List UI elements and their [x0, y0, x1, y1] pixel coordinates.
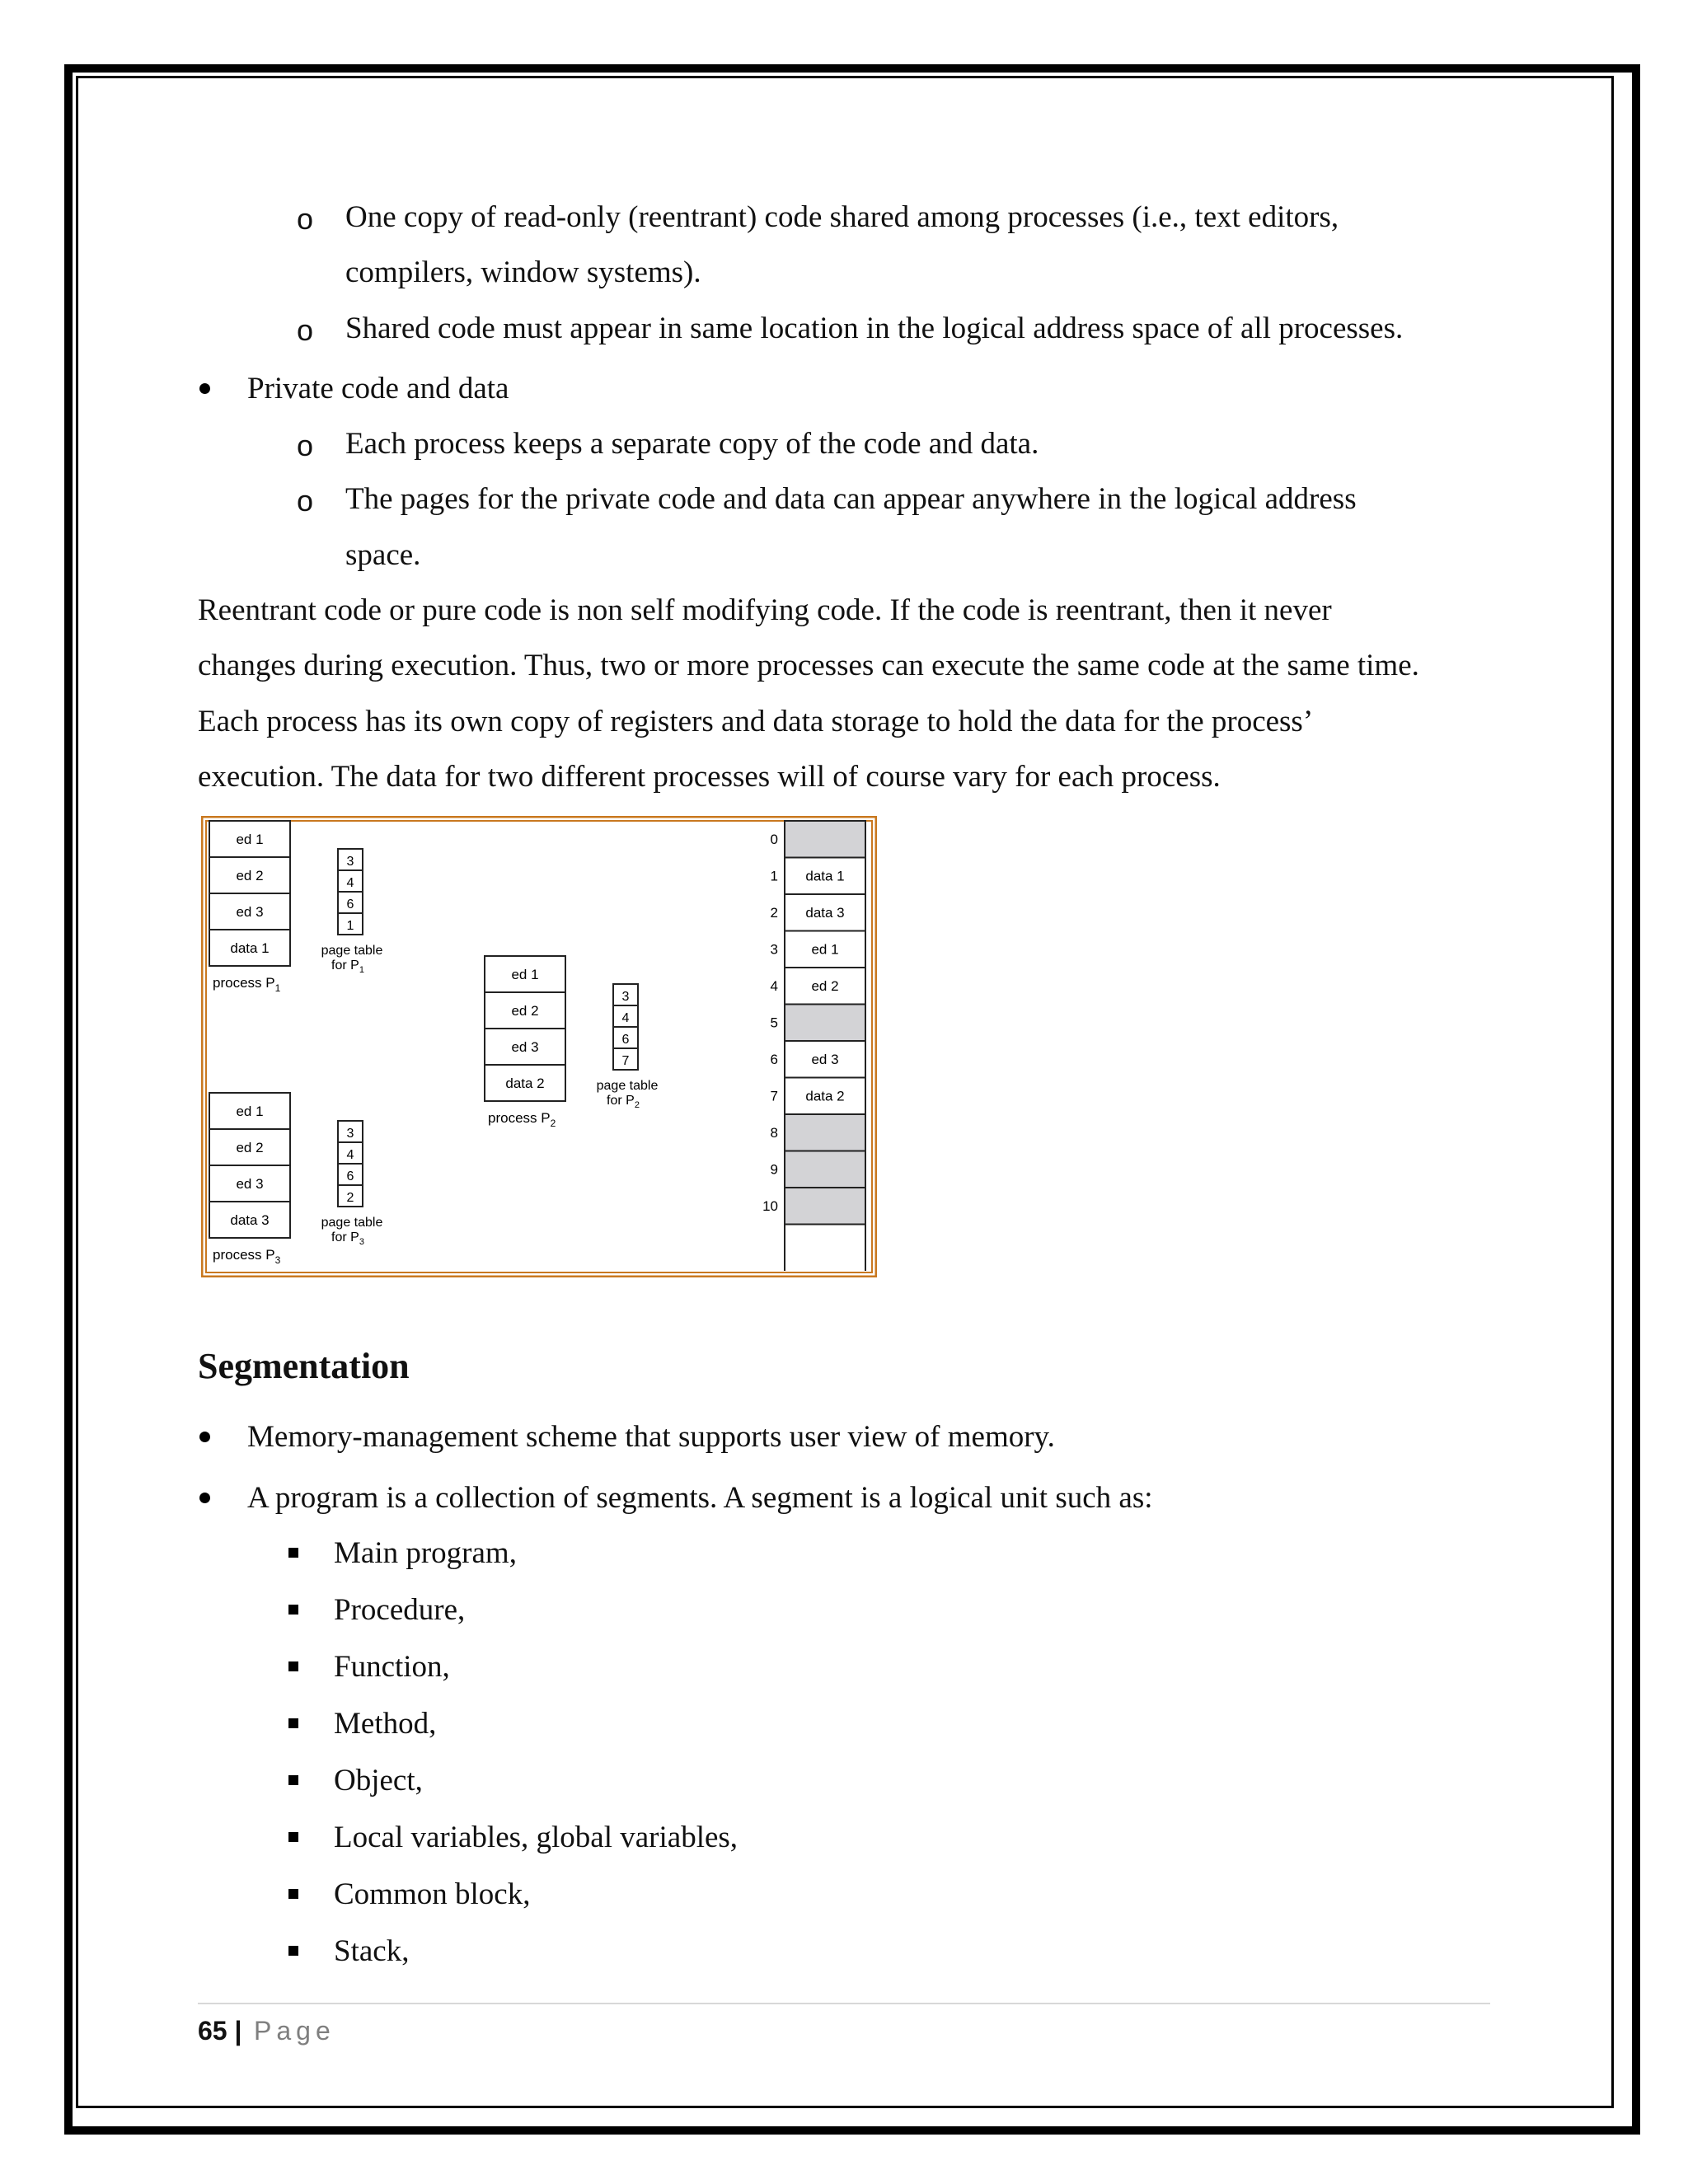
square-bullet-icon: [288, 1661, 298, 1671]
frame-number: 9: [770, 1161, 778, 1178]
private-code-item: space.: [345, 538, 421, 572]
paragraph-line: Reentrant code or pure code is non self modifying code. If the code is reentrant, then it never: [198, 593, 1332, 627]
memory-frame: [771, 968, 865, 1005]
paragraph-line: execution. The data for two different processes will of course vary for each process.: [198, 760, 1221, 794]
page-table-entry: 6: [621, 1033, 630, 1047]
page-table-label: for $P_1$: [331, 958, 364, 975]
page-table-entry: 1: [346, 919, 354, 933]
memory-frame: [771, 1151, 865, 1188]
private-code-label: Private code and data: [247, 372, 509, 405]
sub-bullet-icon: o: [297, 429, 314, 462]
frame-number: 3: [770, 941, 778, 958]
page-table-label: page table: [596, 1079, 659, 1093]
page-table-label: page table: [321, 1216, 383, 1230]
process-cell: [209, 930, 290, 966]
square-bullet-icon: [288, 1775, 298, 1785]
segment-unit-item: Main program,: [334, 1536, 517, 1570]
bullet-icon: [199, 1493, 210, 1503]
svg-text:ed 2: ed 2: [236, 1140, 264, 1155]
process-label: process $P_2$: [488, 1110, 556, 1129]
segment-unit-item: Local variables, global variables,: [334, 1821, 738, 1854]
memory-frame-label: ed 2: [811, 978, 839, 994]
page-table-entry: 7: [621, 1054, 630, 1068]
shared-code-item: compilers, window systems).: [345, 255, 701, 289]
page-table-entry: 4: [346, 1148, 354, 1162]
segment-unit-item: Method,: [334, 1707, 437, 1741]
frame-number: 4: [770, 978, 778, 994]
frame-number: 10: [762, 1198, 778, 1214]
shared-code-item: One copy of read-only (reentrant) code shared among processes (i.e., text editors,: [345, 200, 1339, 234]
segment-unit-item: Function,: [334, 1650, 450, 1684]
page-table-entry: 4: [621, 1011, 630, 1025]
bullet-icon: [199, 383, 210, 394]
memory-frame-label: ed 3: [811, 1052, 839, 1067]
paragraph-line: Each process has its own copy of registers and data storage to hold the data for the process’: [198, 705, 1314, 738]
svg-text:data 1: data 1: [230, 940, 270, 956]
process-cell: [209, 1165, 290, 1202]
page-label: Page: [254, 2016, 335, 2046]
process-cell: [209, 821, 290, 857]
svg-text:ed 1: ed 1: [236, 1104, 264, 1119]
process-cell: [209, 1093, 290, 1129]
square-bullet-icon: [288, 1832, 298, 1842]
svg-text:ed 1: ed 1: [511, 967, 539, 982]
process-cell: [209, 893, 290, 930]
memory-frame-label: data 2: [805, 1088, 845, 1104]
process-label: process $P_3$: [213, 1247, 281, 1266]
segment-unit-item: Common block,: [334, 1877, 531, 1911]
square-bullet-icon: [288, 1946, 298, 1956]
frame-number: 6: [770, 1052, 778, 1067]
process-cell: [209, 1202, 290, 1238]
memory-frame: [771, 931, 865, 968]
memory-frame: [771, 1005, 865, 1042]
frame-number: 0: [770, 832, 778, 847]
paragraph-line: changes during execution. Thus, two or more processes can execute the same code at the same time.: [198, 649, 1419, 682]
process-cell: [485, 992, 565, 1029]
sub-bullet-icon: o: [297, 202, 314, 236]
segment-unit-item: Procedure,: [334, 1593, 466, 1627]
footer-divider: [198, 2003, 1490, 2004]
page-table-entry: 2: [346, 1191, 354, 1205]
memory-frame: [771, 1078, 865, 1115]
segment-unit-item: Stack,: [334, 1934, 410, 1968]
private-code-item: The pages for the private code and data can appear anywhere in the logical address: [345, 482, 1357, 516]
svg-text:ed 3: ed 3: [511, 1039, 539, 1055]
memory-frame: [771, 821, 865, 858]
square-bullet-icon: [288, 1718, 298, 1728]
process-cell: [209, 1129, 290, 1165]
process-cell: [485, 1029, 565, 1065]
page-table-entry: 6: [346, 1169, 354, 1183]
svg-text:ed 3: ed 3: [236, 904, 264, 920]
svg-text:ed 3: ed 3: [236, 1176, 264, 1192]
page-number: 65 |: [198, 2016, 242, 2046]
memory-frame-label: data 3: [805, 905, 845, 921]
square-bullet-icon: [288, 1548, 298, 1558]
frame-number: 7: [770, 1088, 778, 1104]
frame-number: 1: [770, 868, 778, 884]
page-table-entry: 4: [346, 876, 354, 890]
page-table-label: page table: [321, 944, 383, 958]
square-bullet-icon: [288, 1889, 298, 1899]
svg-text:data 3: data 3: [230, 1212, 270, 1228]
page-table-entry: 3: [346, 855, 354, 869]
memory-frame: [771, 1114, 865, 1151]
svg-text:ed 2: ed 2: [511, 1003, 539, 1019]
page-table-entry: 6: [346, 898, 354, 912]
shared-pages-diagram: [201, 816, 877, 1277]
bullet-icon: [199, 1432, 210, 1442]
process-label: process $P_1$: [213, 975, 281, 994]
sub-bullet-icon: o: [297, 313, 314, 347]
segment-unit-item: Object,: [334, 1764, 423, 1797]
svg-text:data 2: data 2: [505, 1076, 545, 1091]
segmentation-bullet: Memory-management scheme that supports user view of memory.: [247, 1420, 1055, 1454]
memory-frame: [771, 894, 865, 931]
shared-code-item: Shared code must appear in same location in the logical address space of all processes.: [345, 312, 1404, 345]
sub-bullet-icon: o: [297, 484, 314, 518]
page-table-entry: 3: [621, 990, 630, 1004]
memory-frame-label: data 1: [805, 868, 845, 884]
square-bullet-icon: [288, 1605, 298, 1615]
section-heading: Segmentation: [198, 1346, 410, 1386]
segmentation-bullet: A program is a collection of segments. A segment is a logical unit such as:: [247, 1481, 1153, 1515]
svg-text:ed 1: ed 1: [236, 832, 264, 847]
page-table-label: for $P_3$: [331, 1230, 364, 1247]
memory-frame: [771, 858, 865, 895]
frame-number: 5: [770, 1015, 778, 1031]
memory-frame-label: ed 1: [811, 941, 839, 958]
frame-number: 8: [770, 1125, 778, 1141]
page-table-entry: 3: [346, 1127, 354, 1141]
process-cell: [485, 956, 565, 992]
memory-frame: [771, 1041, 865, 1078]
page-table-label: for $P_2$: [607, 1094, 640, 1110]
private-code-item: Each process keeps a separate copy of the code and data.: [345, 427, 1039, 461]
process-cell: [485, 1065, 565, 1101]
frame-number: 2: [770, 905, 778, 921]
process-cell: [209, 857, 290, 893]
svg-text:ed 2: ed 2: [236, 868, 264, 883]
